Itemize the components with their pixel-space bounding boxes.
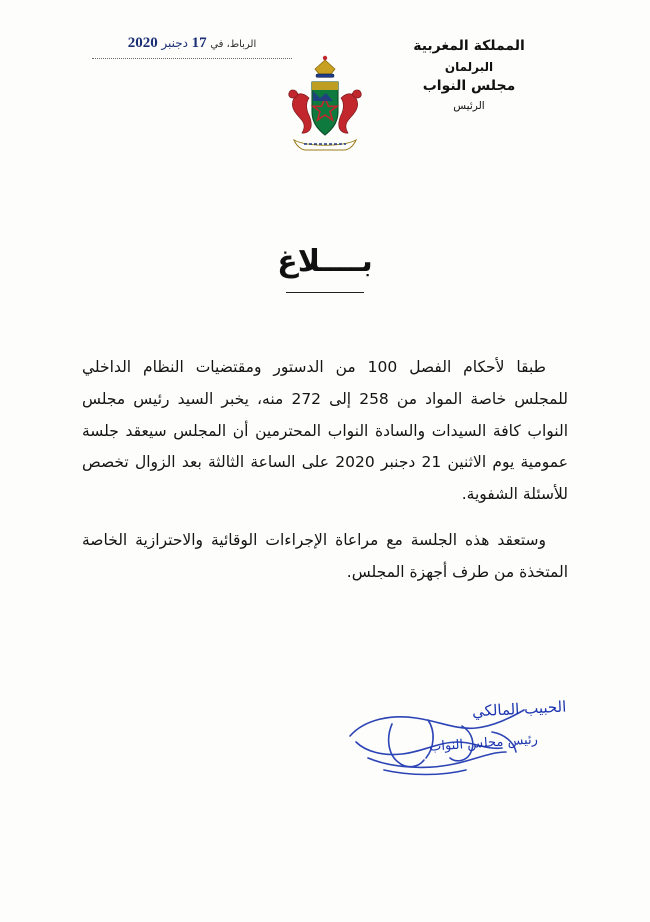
institution-line-chamber: مجلس النواب: [422, 78, 516, 95]
paragraph-1: طبقا لأحكام الفصل 100 من الدستور ومقتضيات النظام الداخلي للمجلس خاصة المواد من 258 إلى 272 منه، يخبر السيد رئيس مجلس النواب كافة السيدات والسادة النواب المحترمين أن المجلس سيعقد جلسة عمومية يوم الاثنين 21 دجنبر 2020 على الساعة الثالثة بعد الزوال تخصص للأسئلة الشفوية.: [82, 358, 568, 504]
institution-line-kingdom: المملكة المغربية: [413, 38, 525, 54]
date-month: دجنبر: [161, 36, 188, 50]
institution-line-parliament: البرلمان: [444, 59, 494, 74]
signature-name: الحبيب المالكي: [471, 697, 567, 721]
date-stamp: [92, 36, 292, 53]
institution-line-president: الرئيس: [453, 99, 485, 112]
signature-block: [322, 697, 572, 810]
paragraph-2: وستعقد هذه الجلسة مع مراعاة الإجراءات الوقائية والاحترازية الخاصة المتخذة من طرف أجهزة المجلس.: [82, 530, 568, 581]
document-body: [82, 352, 568, 602]
date-day: 17: [191, 35, 207, 51]
institution-block: [354, 36, 584, 114]
morocco-coat-of-arms-icon: [282, 54, 368, 158]
page-title: بــــلاغ: [277, 244, 373, 279]
place-label: الرباط، في: [210, 39, 257, 50]
document-header: [0, 28, 650, 138]
signature-role: رئيس مجلس النواب: [428, 732, 539, 755]
title-underline: [286, 292, 364, 293]
date-rule: [92, 58, 292, 59]
date-year: 2020: [127, 35, 158, 51]
